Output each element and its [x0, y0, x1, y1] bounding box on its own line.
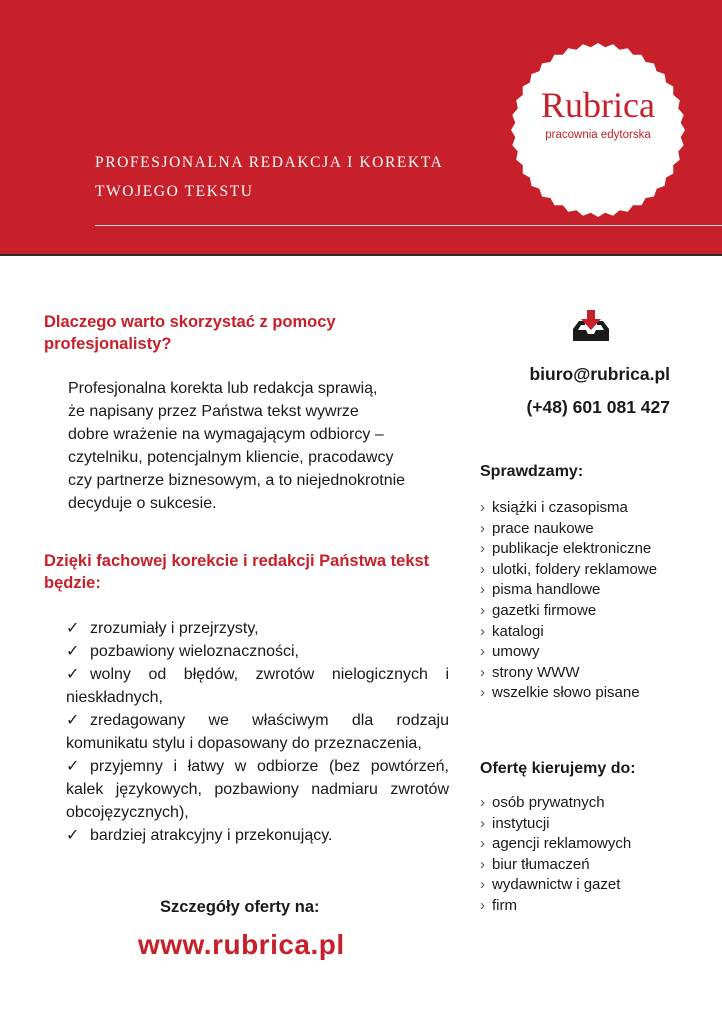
services-item-label: ulotki, foldery reklamowe: [492, 560, 658, 578]
benefit-text: zredagowany we właściwym dla rodzaju komunikatu stylu i dopasowany do przeznaczenia,: [66, 712, 449, 752]
services-item: [480, 601, 657, 622]
intro-line: Profesjonalna korekta lub redakcja sprawią,: [68, 380, 378, 397]
benefit-item: [0, 709, 449, 755]
check-icon: ✓: [66, 620, 80, 637]
intro-line: dobre wrażenie na wymagającym odbiorcy –: [68, 426, 384, 443]
benefits-heading: [44, 550, 429, 594]
audience-item-label: instytucji: [492, 814, 550, 832]
audience-item: [480, 814, 631, 835]
services-item: [480, 560, 657, 581]
intro-line: czytelniku, potencjalnym kliencie, pracodawcy: [68, 449, 394, 466]
chevron-right-icon: ›: [480, 560, 485, 578]
audience-item-label: osób prywatnych: [492, 794, 605, 811]
services-item: [480, 663, 657, 684]
chevron-right-icon: ›: [480, 684, 485, 702]
benefit-item: [66, 640, 449, 663]
services-item: [480, 539, 657, 560]
benefit-item: [66, 824, 449, 847]
audience-item-label: wydawnictw i gazet: [492, 876, 621, 894]
intro-paragraph: [68, 377, 458, 515]
chevron-right-icon: ›: [480, 835, 485, 853]
why-heading-line: profesjonalisty?: [44, 335, 172, 353]
chevron-right-icon: ›: [480, 643, 485, 661]
services-item: [480, 580, 657, 601]
services-item: [480, 622, 657, 643]
check-icon: ✓: [66, 712, 80, 729]
benefits-heading-line: Dzięki fachowej korekcie i redakcji Państwa tekst: [44, 552, 430, 570]
services-item-label: prace naukowe: [492, 519, 594, 537]
audience-item: [480, 896, 631, 917]
services-item-label: gazetki firmowe: [492, 601, 597, 619]
logo-wordmark: Rubrica: [541, 85, 655, 125]
services-heading: Sprawdzamy:: [480, 463, 584, 480]
logo-badge: [510, 42, 686, 218]
check-icon: ✓: [66, 827, 80, 844]
chevron-right-icon: ›: [480, 622, 485, 640]
services-item-label: strony WWW: [492, 663, 580, 681]
inbox-download-icon: [571, 309, 611, 343]
header-divider: [95, 225, 722, 226]
audience-item: [480, 875, 631, 896]
benefits-list: [66, 617, 449, 847]
services-item: [480, 498, 657, 519]
services-item-label: pisma handlowe: [492, 581, 601, 599]
audience-item-label: firm: [492, 896, 517, 914]
logo-subtitle: pracownia edytorska: [545, 129, 651, 141]
audience-item: [480, 855, 631, 876]
website-link[interactable]: www.rubrica.pl: [138, 929, 345, 960]
check-icon: ✓: [66, 643, 80, 660]
why-heading: [44, 311, 336, 355]
benefit-text: pozbawiony wieloznaczności,: [90, 643, 299, 660]
tagline-line: TWOJEGO TEKSTU: [95, 183, 254, 200]
benefit-text: bardziej atrakcyjny i przekonujący.: [90, 827, 333, 844]
why-heading-line: Dlaczego warto skorzystać z pomocy: [44, 313, 336, 331]
audience-item: [480, 793, 631, 814]
chevron-right-icon: ›: [480, 855, 485, 873]
phone-number[interactable]: (+48) 601 081 427: [526, 397, 670, 417]
services-item-label: książki i czasopisma: [492, 499, 628, 516]
tagline: [95, 148, 443, 206]
services-item: [480, 642, 657, 663]
benefits-heading-line: będzie:: [44, 574, 101, 592]
tagline-line: PROFESJONALNA REDAKCJA I KOREKTA: [95, 154, 444, 171]
chevron-right-icon: ›: [480, 540, 485, 558]
benefit-item: [0, 663, 449, 709]
services-item-label: wszelkie słowo pisane: [492, 684, 640, 702]
benefit-item: [66, 617, 449, 640]
benefit-text: zrozumiały i przejrzysty,: [90, 620, 259, 637]
audience-item-label: biur tłumaczeń: [492, 855, 590, 873]
benefit-item: [0, 755, 449, 824]
audience-item: [480, 834, 631, 855]
header-banner: [0, 0, 722, 256]
audience-heading: Ofertę kierujemy do:: [480, 760, 636, 777]
services-item-label: katalogi: [492, 622, 544, 640]
chevron-right-icon: ›: [480, 814, 485, 832]
chevron-right-icon: ›: [480, 519, 485, 537]
audience-item-label: agencji reklamowych: [492, 835, 632, 853]
chevron-right-icon: ›: [480, 581, 485, 599]
intro-line: decyduje o sukcesie.: [68, 495, 217, 512]
email-address[interactable]: biuro@rubrica.pl: [529, 364, 670, 384]
check-icon: ✓: [66, 666, 80, 683]
check-icon: ✓: [66, 758, 80, 775]
benefit-text: przyjemny i łatwy w odbiorze (bez powtórzeń, kalek językowych, pozbawiony nadmiaru zwrotów obcojęzycznych),: [66, 758, 449, 821]
services-item-label: publikacje elektroniczne: [492, 540, 652, 558]
intro-line: czy partnerze biznesowym, a to niejednokrotnie: [68, 472, 406, 489]
chevron-right-icon: ›: [480, 499, 485, 516]
services-item: [480, 519, 657, 540]
chevron-right-icon: ›: [480, 876, 485, 894]
chevron-right-icon: ›: [480, 794, 485, 811]
audience-list: [480, 793, 631, 917]
services-item: [480, 683, 657, 704]
benefit-text: wolny od błędów, zwrotów nielogicznych i nieskładnych,: [66, 666, 449, 706]
services-item-label: umowy: [492, 643, 540, 661]
chevron-right-icon: ›: [480, 896, 485, 914]
intro-line: że napisany przez Państwa tekst wywrze: [68, 403, 359, 420]
details-label: Szczegóły oferty na:: [160, 898, 320, 916]
services-list: [480, 498, 657, 704]
chevron-right-icon: ›: [480, 601, 485, 619]
chevron-right-icon: ›: [480, 663, 485, 681]
